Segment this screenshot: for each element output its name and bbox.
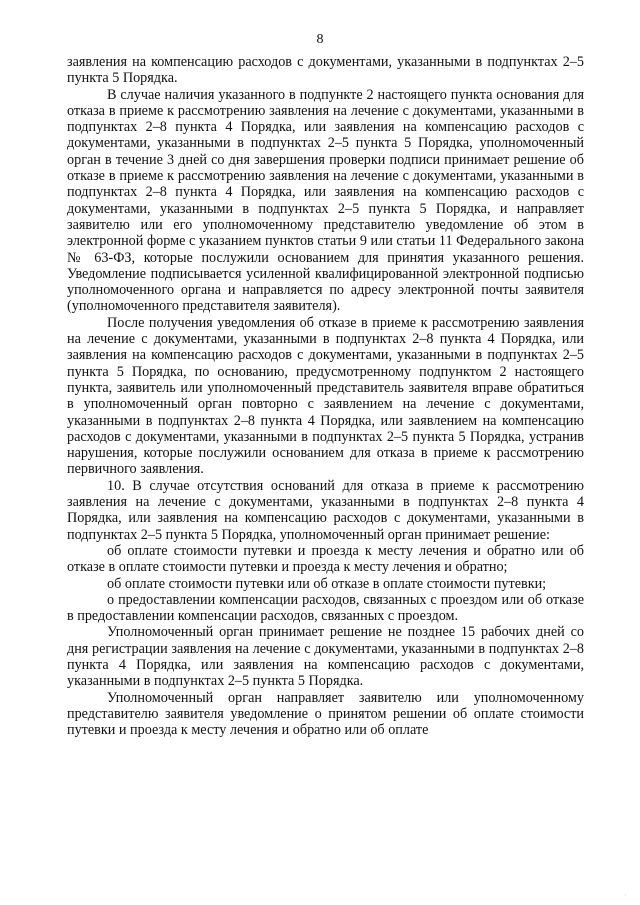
decision-option-voucher: об оплате стоимости путевки или об отказе в оплате стоимости путевки; [107, 575, 547, 592]
decision-option-travel-and-voucher: об оплате стоимости путевки и проезда к месту лечения и обратно или об отказе в оплате стоимости путевки и проезда к месту лечения и обратно; [67, 542, 584, 576]
scan-corner-mark: · [624, 891, 627, 900]
decision-option-compensation: о предоставлении компенсации расходов, связанных с проездом или об отказе в предоставлении компенсации расходов, связанных с проездом. [67, 591, 584, 625]
paragraph-item-10: 10. В случае отсутствия оснований для отказа в приеме к рассмотрению заявления на лечение с документами, указанными в подпунктах 2–8 пункта 4 Порядка, или заявления на компенсацию расходов с документами, указанными в подпунктах 2–5 пункта 5 Порядка, уполномоченный орган принимает решение: [67, 477, 584, 543]
paragraph-repeat-application: После получения уведомления об отказе в приеме к рассмотрению заявления на лечение с документами, указанными в подпунктах 2–8 пункта 4 Порядка, или заявления на компенсацию расходов с документами, указанными в подпунктах 2–5 пункта 5 Порядка, по основанию, предусмотренному подпунктом 2 настоящего пункта, заявитель или уполномоченный представитель заявителя вправе обратиться в уполномоченный орган повторно с заявлением на лечение с документами, указанными в подпунктах 2–8 пункта 4 Порядка, или заявлением на компенсацию расходов с документами, указанными в подпунктах 2–5 пункта 5 Порядка, устранив нарушения, которые послужили основанием для отказа в приеме к рассмотрению первичного заявления. [67, 314, 584, 478]
paragraph-refusal-notice: В случае наличия указанного в подпункте 2 настоящего пункта основания для отказа в приеме к рассмотрению заявления на лечение с документами, указанными в подпунктах 2–8 пункта 4 Порядка, или заявления на компенсацию расходов с документами, указанными в подпунктах 2–5 пункта 5 Порядка, уполномоченный орган в течение 3 дней со дня завершения проверки подписи принимает решение об отказе в приеме к рассмотрению заявления на лечение с документами, указанными в подпунктах 2–8 пункта 4 Порядка, или заявления на компенсацию расходов с документами, указанными в подпунктах 2–5 пункта 5 Порядка, и направляет заявителю или его уполномоченному представителю уведомление об этом в электронной форме с указанием пунктов статьи 9 или статьи 11 Федерального закона № 63-ФЗ, которые послужили основанием для принятия указанного решения. Уведомление подписывается усиленной квалифицированной электронной подписью уполномоченного органа и направляется по адресу электронной почты заявителя (уполномоченного представителя заявителя). [67, 86, 584, 315]
paragraph-continuation: заявления на компенсацию расходов с документами, указанными в подпунктах 2–5 пункта 5 Порядка. [67, 54, 584, 87]
paragraph-notification: Уполномоченный орган направляет заявителю или уполномоченному представителю заявителя уведомление о принятом решении об оплате стоимости путевки и проезда к месту лечения и обратно или об оплате [67, 689, 584, 739]
paragraph-decision-deadline: Уполномоченный орган принимает решение не позднее 15 рабочих дней со дня регистрации заявления на лечение с документами, указанными в подпунктах 2–8 пункта 4 Порядка, или заявления на компенсацию расходов с документами, указанными в подпунктах 2–5 пункта 5 Порядка. [67, 624, 584, 690]
document-body [67, 54, 584, 738]
page-number: 8 [316, 32, 324, 47]
